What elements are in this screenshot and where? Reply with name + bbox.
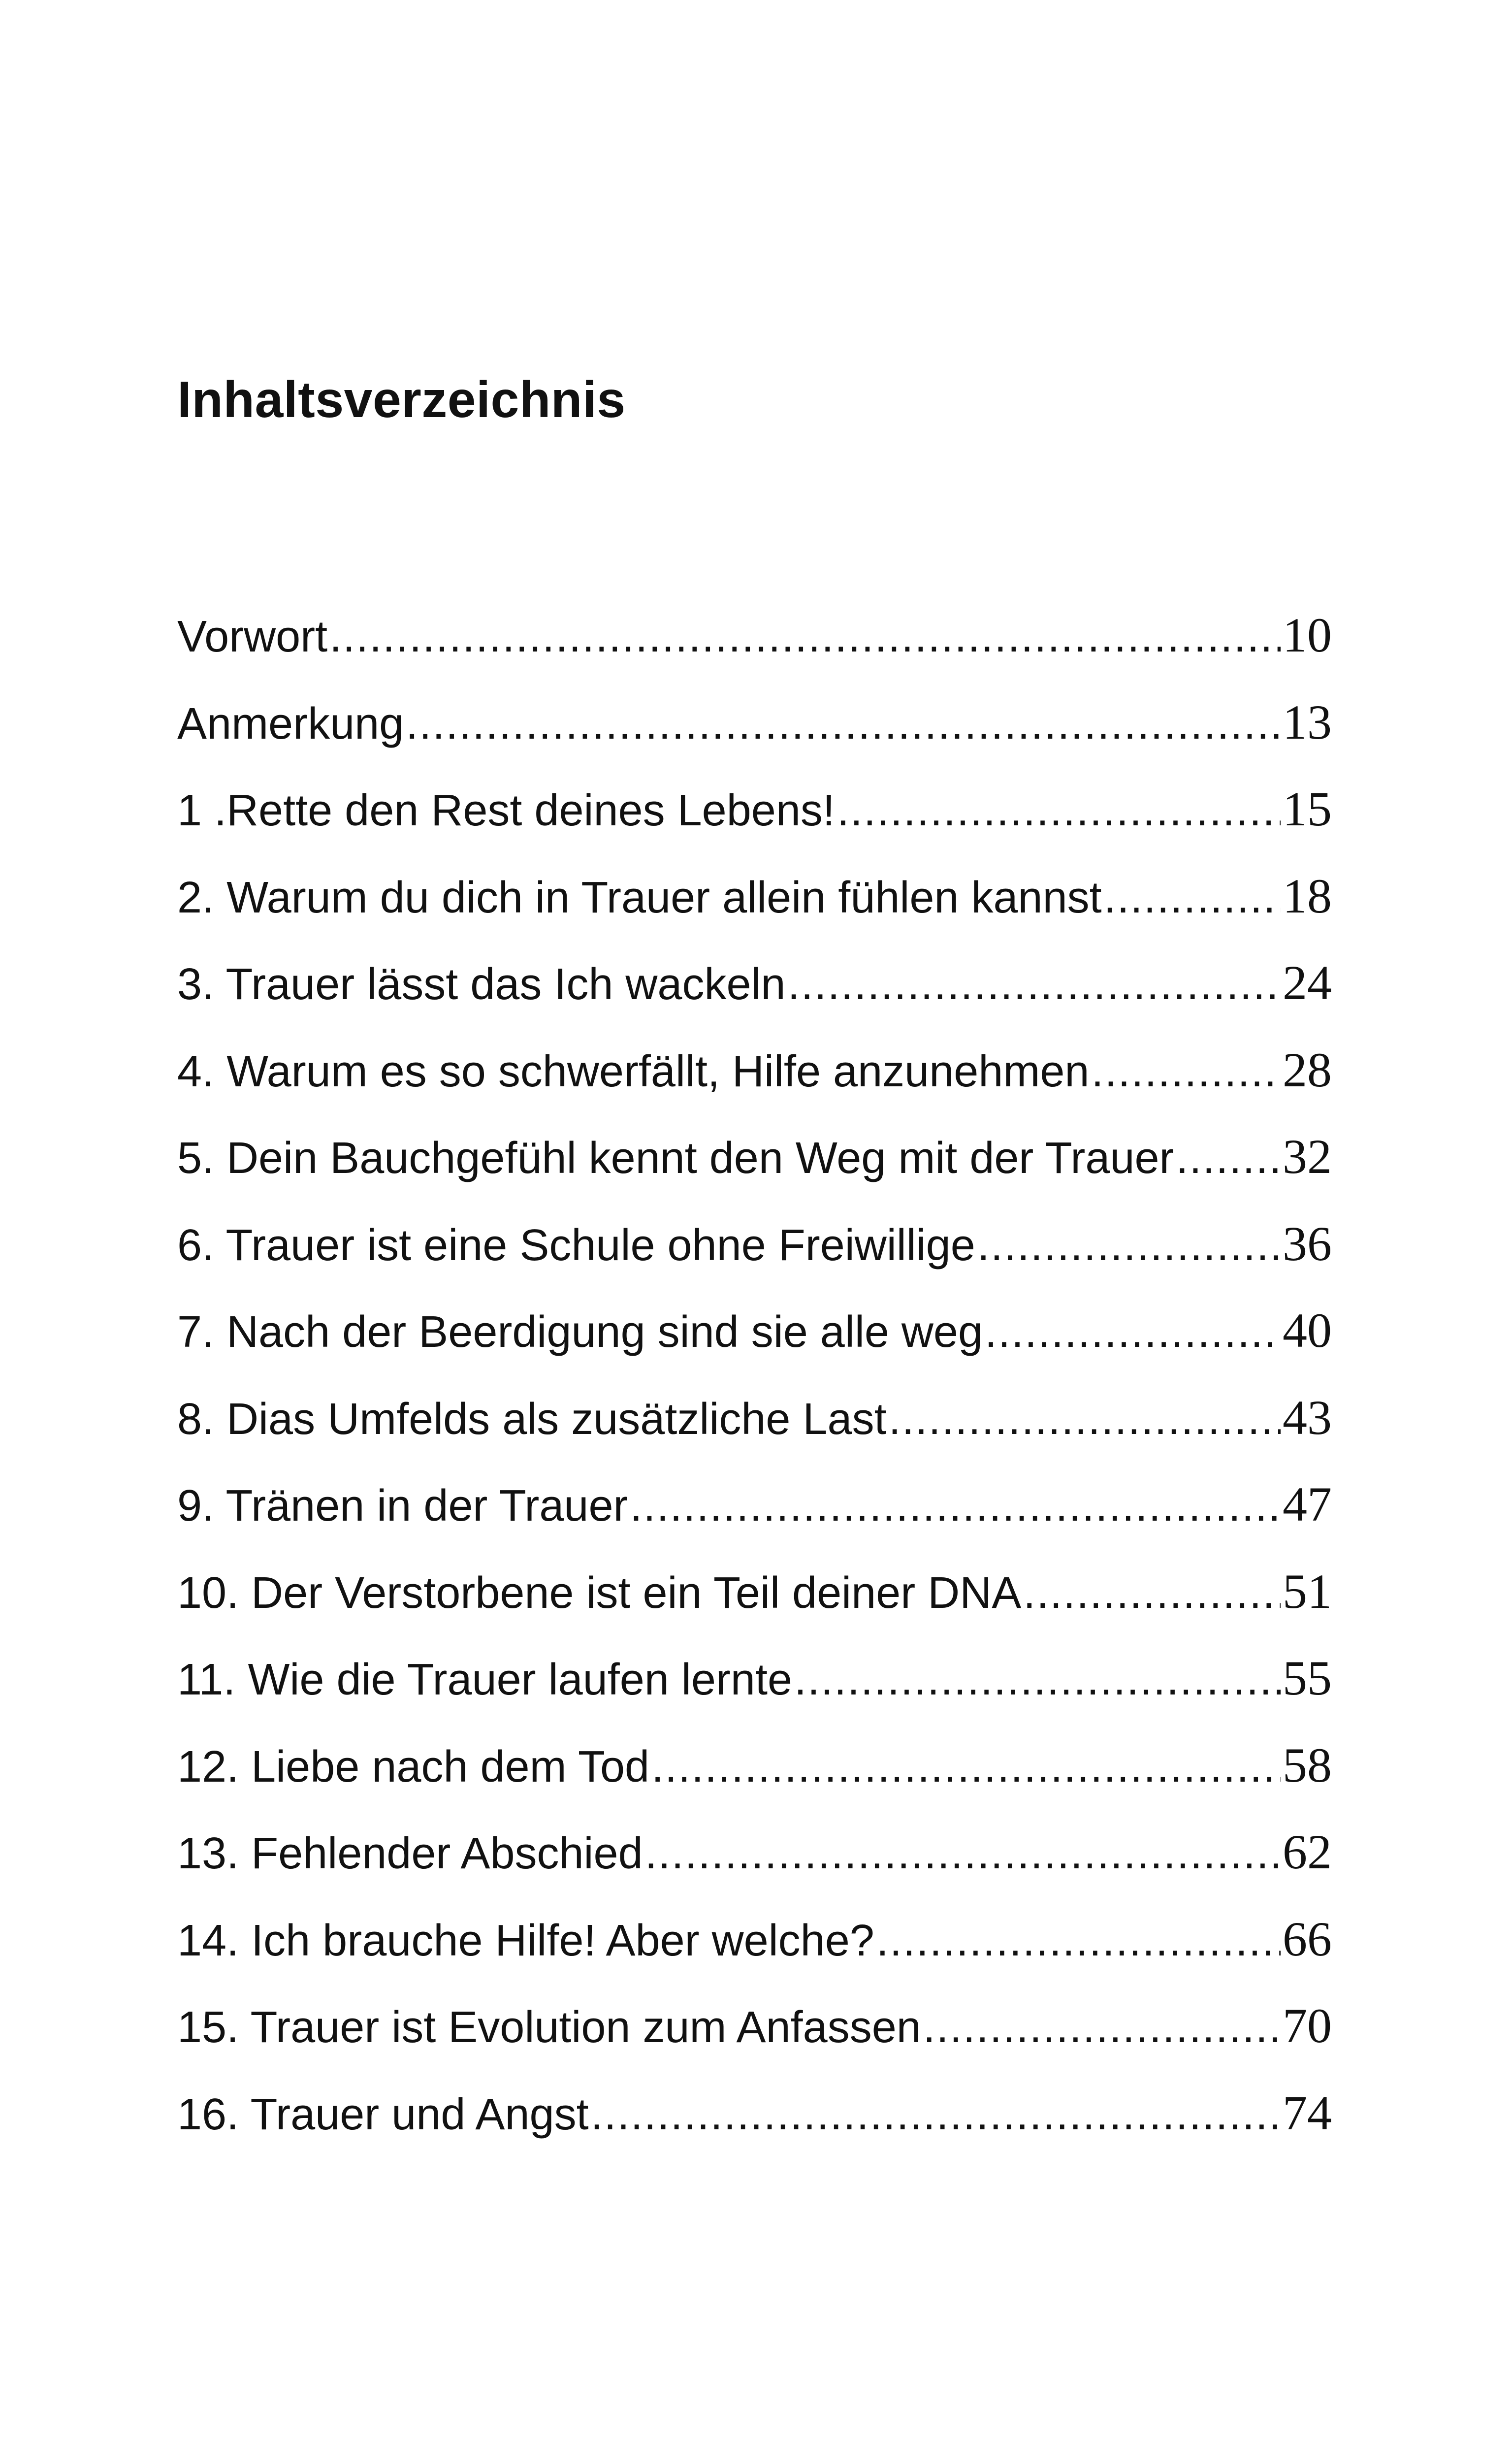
toc-entry-page: 32 [1283, 1132, 1332, 1184]
toc-entry [177, 1045, 1332, 1133]
toc-dot-leader [1023, 1571, 1281, 1615]
toc-entry [177, 784, 1332, 872]
toc-entry [177, 611, 1332, 698]
toc-dot-leader [1176, 1136, 1281, 1180]
toc-dot-leader [985, 1310, 1281, 1354]
toc-entry-page: 74 [1283, 2088, 1332, 2140]
toc-dot-leader [591, 2092, 1281, 2137]
toc-dot-leader [889, 1397, 1281, 1441]
toc-entry-page: 40 [1283, 1306, 1332, 1358]
toc-dot-leader [1104, 876, 1281, 920]
toc-entry [177, 1827, 1332, 1915]
toc-entry [177, 1393, 1332, 1480]
toc-entry [177, 958, 1332, 1045]
toc-entry-title: 6. Trauer ist eine Schule ohne Freiwillige [177, 1220, 975, 1270]
toc-entry-page: 66 [1283, 1914, 1332, 1966]
toc-entry-title: 13. Fehlender Abschied [177, 1829, 643, 1878]
toc-entry [177, 698, 1332, 785]
toc-entry-page: 55 [1283, 1654, 1332, 1705]
toc-entry-page: 43 [1283, 1393, 1332, 1445]
toc-entry [177, 1654, 1332, 1741]
toc-entry-page: 15 [1283, 784, 1332, 836]
toc-entry [177, 1480, 1332, 1567]
toc-entry-title: 15. Trauer ist Evolution zum Anfassen [177, 2003, 921, 2052]
toc-entry [177, 1132, 1332, 1219]
toc-entry-title: Vorwort [177, 612, 328, 661]
toc-entry-page: 47 [1283, 1480, 1332, 1531]
toc-entry-page: 58 [1283, 1740, 1332, 1792]
toc-entry-page: 10 [1283, 611, 1332, 662]
toc-entry [177, 1915, 1332, 2002]
toc-dot-leader [923, 2005, 1281, 2050]
toc-entry-title: 14. Ich brauche Hilfe! Aber welche? [177, 1916, 874, 1965]
toc-entry-page: 62 [1283, 1827, 1332, 1879]
toc-entry-title: 12. Liebe nach dem Tod [177, 1742, 650, 1792]
toc-entry-title: Anmerkung [177, 699, 404, 749]
toc-entry [177, 2088, 1332, 2176]
toc-dot-leader [977, 1223, 1281, 1268]
toc-entry-title: 10. Der Verstorbene ist ein Teil deiner DNA [177, 1568, 1022, 1618]
toc-entry [177, 1567, 1332, 1654]
toc-dot-leader [876, 1919, 1281, 1963]
toc-entry-title: 2. Warum du dich in Trauer allein fühlen kannst [177, 873, 1102, 922]
toc-entry-title: 16. Trauer und Angst [177, 2089, 589, 2139]
toc-dot-leader [651, 1745, 1281, 1789]
toc-entry [177, 2001, 1332, 2088]
toc-list [177, 611, 1332, 2175]
toc-entry-page: 18 [1283, 871, 1332, 923]
toc-entry-page: 28 [1283, 1045, 1332, 1097]
toc-dot-leader [630, 1484, 1281, 1528]
toc-entry-page: 24 [1283, 958, 1332, 1010]
toc-entry-title: 1 .Rette den Rest deines Lebens! [177, 786, 835, 835]
toc-dot-leader [1091, 1049, 1281, 1094]
toc-entry [177, 1741, 1332, 1828]
toc-dot-leader [329, 615, 1281, 659]
toc-heading: Inhaltsverzeichnis [177, 371, 626, 428]
toc-entry-page: 13 [1283, 697, 1332, 749]
toc-entry-title: 4. Warum es so schwerfällt, Hilfe anzunehmen [177, 1046, 1090, 1096]
toc-dot-leader [788, 962, 1281, 1007]
toc-entry-title: 5. Dein Bauchgefühl kennt den Weg mit der Trauer [177, 1134, 1174, 1183]
toc-entry-title: 7. Nach der Beerdigung sind sie alle weg [177, 1307, 983, 1357]
toc-dot-leader [794, 1658, 1281, 1702]
toc-dot-leader [406, 702, 1281, 746]
toc-dot-leader [645, 1831, 1281, 1876]
toc-entry-page: 51 [1283, 1566, 1332, 1619]
toc-entry-title: 3. Trauer lässt das Ich wackeln [177, 960, 786, 1009]
toc-entry-title: 8. Dias Umfelds als zusätzliche Last [177, 1394, 887, 1444]
toc-entry [177, 1219, 1332, 1306]
toc-entry-page: 70 [1283, 2001, 1332, 2053]
toc-entry-title: 11. Wie die Trauer laufen lernte [177, 1655, 793, 1704]
toc-entry [177, 1306, 1332, 1393]
toc-entry-page: 36 [1283, 1219, 1332, 1271]
toc-entry [177, 872, 1332, 959]
toc-dot-leader [837, 788, 1281, 833]
toc-entry-title: 9. Tränen in der Trauer [177, 1481, 628, 1531]
